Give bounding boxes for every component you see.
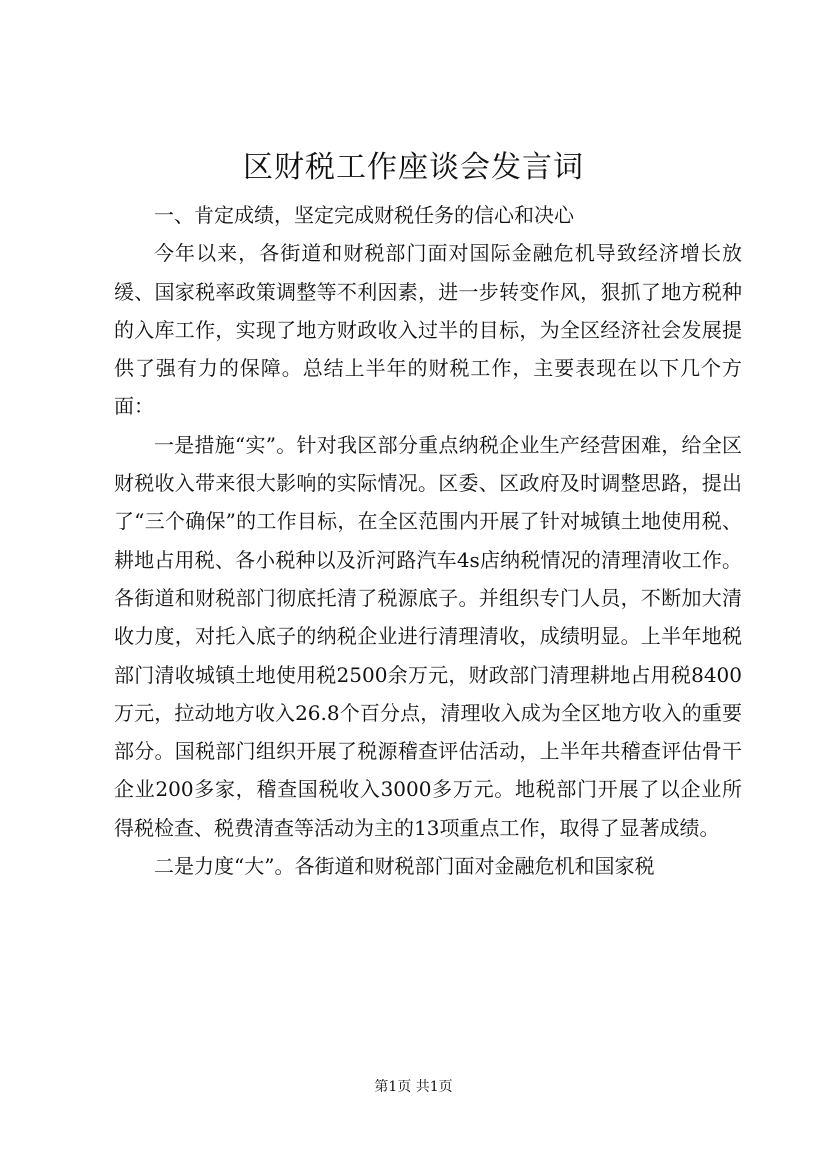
page-footer: 第1页 共1页 (374, 1079, 453, 1095)
document-title: 区财税工作座谈会发言词 (243, 150, 584, 185)
paragraph-intensity: 二是力度“大”。各街道和财税部门面对金融危机和国家税 (154, 854, 655, 879)
paragraph-measures: 一是措施“实”。针对我区部分重点纳税企业生产经营困难，给全区财税收入带来很大影响的实际情况。区委、区政府及时调整思路，提出了“三个确保”的工作目标，在全区范围内开展了针对城镇土地使用税、耕地占用税、各小税种以及沂河路汽车4s店纳税情况的清理清收工作。各街道和财税部门彻底托清了税源底子。并组织专门人员，不断加大清收力度，对托入底子的纳税企业进行清理清收，成绩明显。上半年地税部门清收城镇土地使用税2500余万元，财政部门清理耕地占用税8400万元，拉动地方收入26.8个百分点，清理收入成为全区地方收入的重要部分。国税部门组织开展了税源稽查评估活动，上半年共稽查评估骨干企业200多家，稽查国税收入3000多万元。地税部门开展了以企业所得税检查、税费清查等活动为主的13项重点工作，取得了显著成绩。 (114, 432, 742, 840)
paragraph-intro: 今年以来，各街道和财税部门面对国际金融危机导致经济增长放缓、国家税率政策调整等不利因素，进一步转变作风，狠抓了地方税种的入库工作，实现了地方财政收入过半的目标，为全区经济社会发展提供了强有力的保障。总结上半年的财税工作，主要表现在以下几个方面： (114, 241, 742, 419)
document-body (114, 196, 742, 885)
section-heading: 一、肯定成绩，坚定完成财税任务的信心和决心 (154, 203, 574, 227)
